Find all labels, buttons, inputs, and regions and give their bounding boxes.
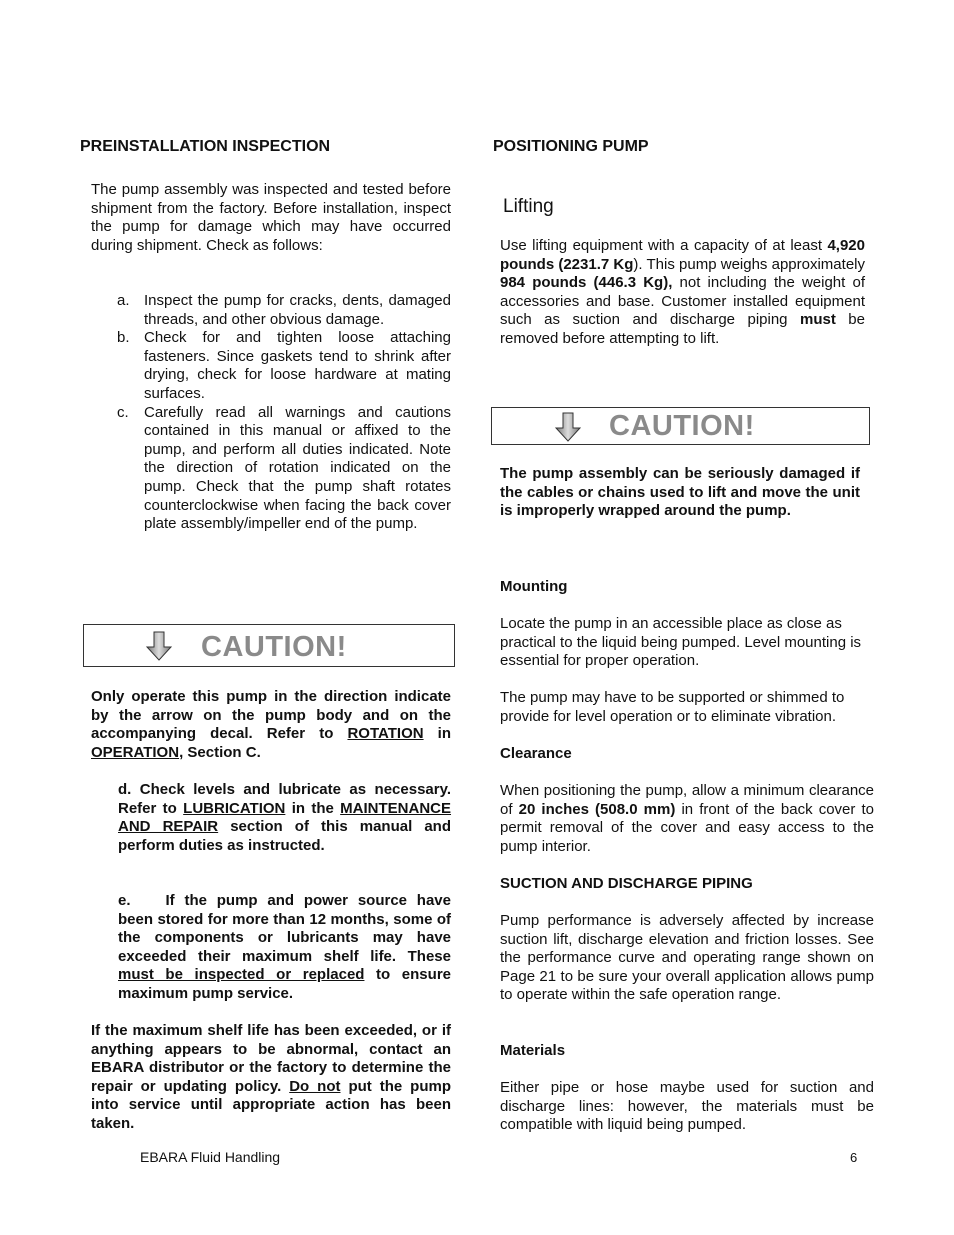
do-not-emphasis: Do not	[289, 1077, 341, 1095]
preinstallation-heading: PREINSTALLATION INSPECTION	[80, 138, 331, 155]
mounting-title: Mounting	[500, 578, 568, 595]
mounting-paragraph-2: The pump may have to be supported or shimmed to provide for level operation or to eliminate vibration.	[500, 689, 845, 725]
list-item-text: Check for and tighten loose attaching fasteners. Since gaskets tend to shrink after drying, check for loose hardware at mating surfaces.	[144, 329, 451, 402]
caution-label: CAUTION!	[201, 631, 347, 663]
caution-text-right: The pump assembly can be seriously damaged if the cables or chains used to lift and move the unit is improperly wrapped around the pump.	[500, 465, 860, 520]
footer-company: EBARA Fluid Handling	[140, 1149, 281, 1165]
rotation-link: ROTATION	[347, 725, 424, 743]
list-item-label: c.	[117, 403, 129, 421]
materials-title: Materials	[500, 1042, 566, 1059]
list-item	[91, 292, 451, 329]
suction-discharge-text: Pump performance is adversely affected by increase suction lift, discharge elevation and friction losses. See the performance curve and operating range shown on Page 21 to be sure your overall application allows pump to operate within the safe operation range.	[500, 912, 874, 1004]
item-e-text: e. If the pump and power source have been stored for more than 12 months, some of the components or lubricants may have exceeded their maximum shelf life. These must be inspected or replaced to ensure maximum pump service.	[118, 892, 451, 1002]
inspection-list	[91, 292, 451, 534]
mounting-paragraph-1: Locate the pump in an accessible place as close as practical to the liquid being pumped. Level mounting is essential for proper operation.	[500, 615, 862, 670]
clearance-title: Clearance	[500, 745, 572, 762]
inspect-replace-emphasis: must be inspected or replaced	[118, 966, 365, 984]
page-number: 6	[850, 1150, 858, 1165]
caution-box-right	[491, 407, 870, 445]
list-item	[91, 329, 451, 403]
list-item-label: a.	[117, 292, 130, 309]
lubrication-link: LUBRICATION	[183, 799, 286, 817]
caution-text-left: Only operate this pump in the direction indicate by the arrow on the pump body and on the accompanying decal. Refer to ROTATION in OPERATION, Section C.	[91, 688, 452, 761]
item-d-text: d. Check levels and lubricate as necessary. Refer to LUBRICATION in the MAINTENANCE AND REPAIR section of this manual and perform duties as instructed.	[118, 781, 452, 854]
down-arrow-icon	[555, 412, 581, 442]
lifting-text: Use lifting equipment with a capacity of at least 4,920 pounds (2231.7 Kg). This pump weighs approximately 984 pounds (446.3 Kg), not including the weight of accessories and base. Customer installed equipment such as suction and discharge piping must be removed before attempting to lift.	[500, 237, 865, 347]
down-arrow-icon	[146, 631, 172, 661]
item-e-label: e.	[118, 892, 131, 909]
suction-discharge-title: SUCTION AND DISCHARGE PIPING	[500, 875, 753, 892]
list-item-text: Inspect the pump for cracks, dents, damaged threads, and other obvious damage.	[144, 292, 451, 328]
clearance-text: When positioning the pump, allow a minimum clearance of 20 inches (508.0 mm) in front of the back cover to permit removal of the cover and easy access to the pump interior.	[500, 782, 874, 855]
positioning-heading: POSITIONING PUMP	[493, 138, 649, 155]
materials-text: Either pipe or hose maybe used for suction and discharge lines: however, the materials must be compatible with liquid being pumped.	[500, 1079, 874, 1134]
maintenance-repair-link: MAINTENANCE AND REPAIR	[118, 799, 452, 836]
list-item-text: Carefully read all warnings and cautions contained in this manual or affixed to the pump, and perform all duties indicated. Note the direction of rotation indicated on the pump. Check that the pump shaft rotates counterclockwise when facing the back cover plate assembly/impeller end of the pump.	[144, 403, 451, 533]
preinstallation-intro: The pump assembly was inspected and tested before shipment from the factory. Before installation, inspect the pump for damage which may have occurred during shipment. Check as follows:	[91, 181, 451, 254]
shelf-life-text: If the maximum shelf life has been exceeded, or if anything appears to be abnormal, contact an EBARA distributor or the factory to determine the repair or updating policy. Do not put the pump into service until appropriate action has been taken.	[91, 1022, 452, 1132]
caution-box-left	[83, 624, 455, 667]
list-item-label: b.	[117, 329, 130, 347]
operation-link: OPERATION	[91, 743, 180, 761]
caution-label: CAUTION!	[609, 410, 755, 442]
list-item	[91, 404, 451, 534]
lifting-title: Lifting	[503, 196, 554, 217]
